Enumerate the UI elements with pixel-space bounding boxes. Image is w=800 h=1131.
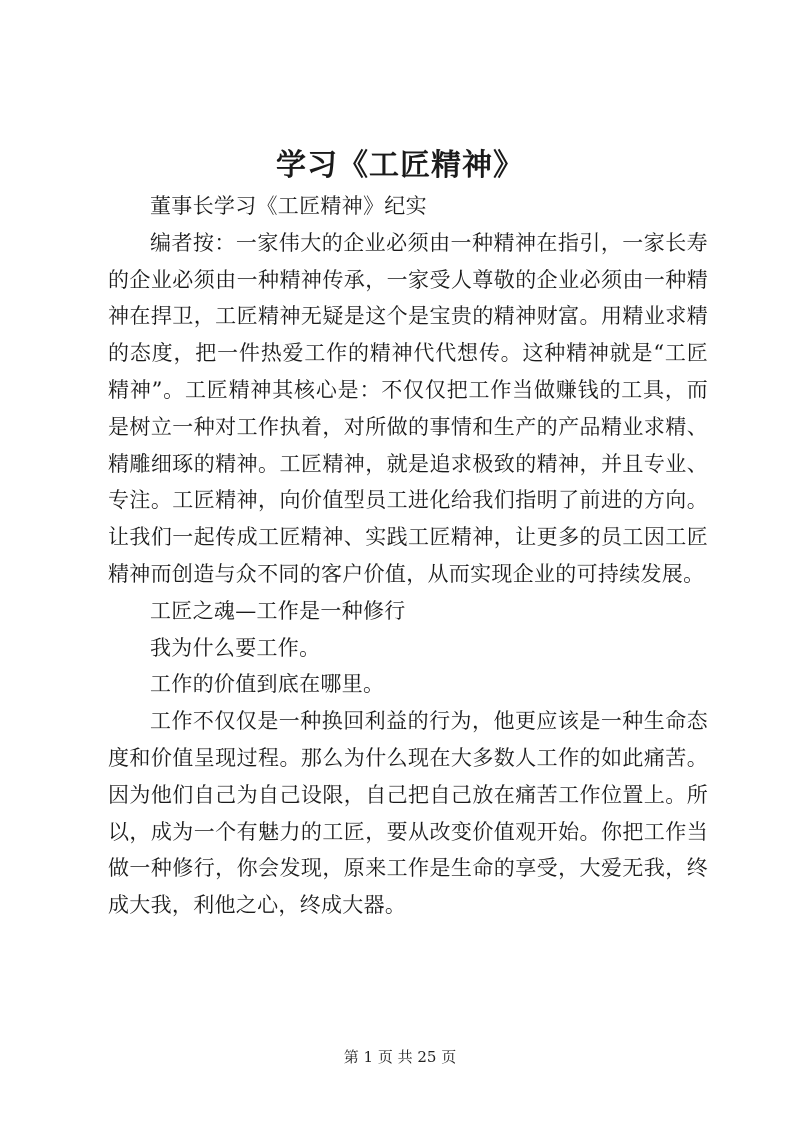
section-heading: 工匠之魂—工作是一种修行 <box>150 598 406 623</box>
document-title: 学习《工匠精神》 <box>276 148 524 183</box>
body-paragraph: 工作不仅仅是一种换回利益的行为，他更应该是一种生命态度和价值呈现过程。那么为什么现在大多数人工作的如此痛苦。因为他们自己为自己设限，自己把自己放在痛苦工作位置上。所以，成为一个有魅力的工匠，要从改变价值观开始。你把工作当做一种修行，你会发现，原来工作是生命的享受，大爱无我，终成大我，利他之心，终成大器。 <box>108 709 708 918</box>
subtitle-paragraph: 董事长学习《工匠精神》纪实 <box>150 194 427 218</box>
editor-note-paragraph: 编者按：一家伟大的企业必须由一种精神在指引，一家长寿的企业必须由一种精神传承，一家受人尊敬的企业必须由一种精神在捍卫，工匠精神无疑是这个是宝贵的精神财富。用精业求精的态度，把一件热爱工作的精神代代想传。这种精神就是“工匠精神”。工匠精神其核心是：不仅仅把工作当做赚钱的工具，而是树立一种对工作执着，对所做的事情和生产的产品精业求精、精雕细琢的精神。工匠精神，就是追求极致的精神，并且专业、专注。工匠精神，向价值型员工进化给我们指明了前进的方向。让我们一起传成工匠精神、实践工匠精神，让更多的员工因工匠精神而创造与众不同的客户价值，从而实现企业的可持续发展。 <box>108 230 708 586</box>
page-number-footer: 第 1 页 共 25 页 <box>343 1048 457 1066</box>
question-paragraph: 我为什么要工作。 <box>150 635 321 660</box>
question-paragraph: 工作的价值到底在哪里。 <box>150 672 385 697</box>
document-body <box>108 188 708 924</box>
